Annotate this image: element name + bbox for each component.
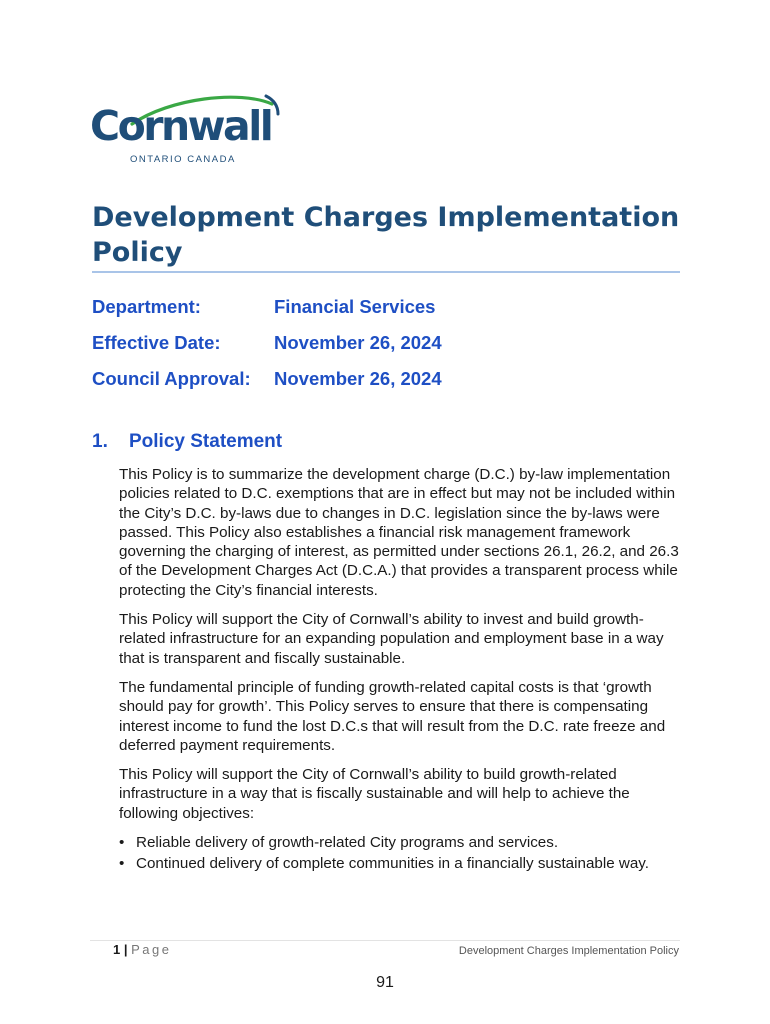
section-heading — [92, 430, 282, 454]
title-divider — [92, 271, 680, 273]
paragraph: This Policy will support the City of Cornwall’s ability to build growth-related infrastructure in a way that is fiscally sustainable and will help to achieve the following objectives: — [119, 766, 630, 822]
list-item: • Continued delivery of complete communities in a financially sustainable way. — [119, 854, 679, 873]
section-number: 1. — [92, 431, 108, 452]
page-number: 91 — [376, 974, 394, 991]
footer-page-label — [113, 942, 172, 957]
objectives-list — [119, 833, 679, 874]
paragraph: This Policy will support the City of Cornwall’s ability to invest and build growth-related infrastructure for an expanding population and employment base in a way that is transparent and fiscally sustainable. — [119, 611, 664, 667]
department-value: Financial Services — [274, 296, 436, 317]
effective-date-label: Effective Date: — [92, 332, 221, 353]
cornwall-logo — [90, 92, 280, 172]
footer-page-number: 1 — [113, 942, 121, 957]
paragraph: This Policy is to summarize the development charge (D.C.) by-law implementation policies related to D.C. exemptions that are in effect but may not be included within the City’s D.C. by-laws due to changes in D.C. legislation since the by-laws were passed. This Policy also establishes a financial risk management framework governing the charging of interest, as permitted under sections 26.1, 26.2, and 26.3 of the Development Charges Act (D.C.A.) that provides a transparent process while protecting the City’s financial interests. — [119, 466, 679, 599]
logo-wordmark: Cornwall — [90, 102, 272, 150]
council-approval-value: November 26, 2024 — [274, 368, 442, 389]
list-item: • Reliable delivery of growth-related City programs and services. — [119, 833, 679, 852]
page-title: Development Charges Implementation Policy — [92, 202, 680, 268]
footer-separator: | — [123, 942, 128, 957]
logo-subtitle: ONTARIO CANADA — [130, 154, 236, 165]
council-approval-label: Council Approval: — [92, 368, 251, 389]
section-title: Policy Statement — [129, 431, 283, 452]
footer-doc-title: Development Charges Implementation Policy — [458, 945, 679, 957]
effective-date-value: November 26, 2024 — [274, 332, 442, 353]
footer-page-word: Page — [131, 942, 172, 957]
policy-body — [119, 465, 679, 876]
footer-divider — [90, 940, 680, 941]
paragraph: The fundamental principle of funding growth-related capital costs is that ‘growth should pay for growth’. This Policy serves to ensure that there is compensating interest income to fund the lost D.C.s that will result from the D.C. rate freeze and deferred payment requirements. — [119, 678, 666, 754]
department-label: Department: — [92, 296, 201, 317]
